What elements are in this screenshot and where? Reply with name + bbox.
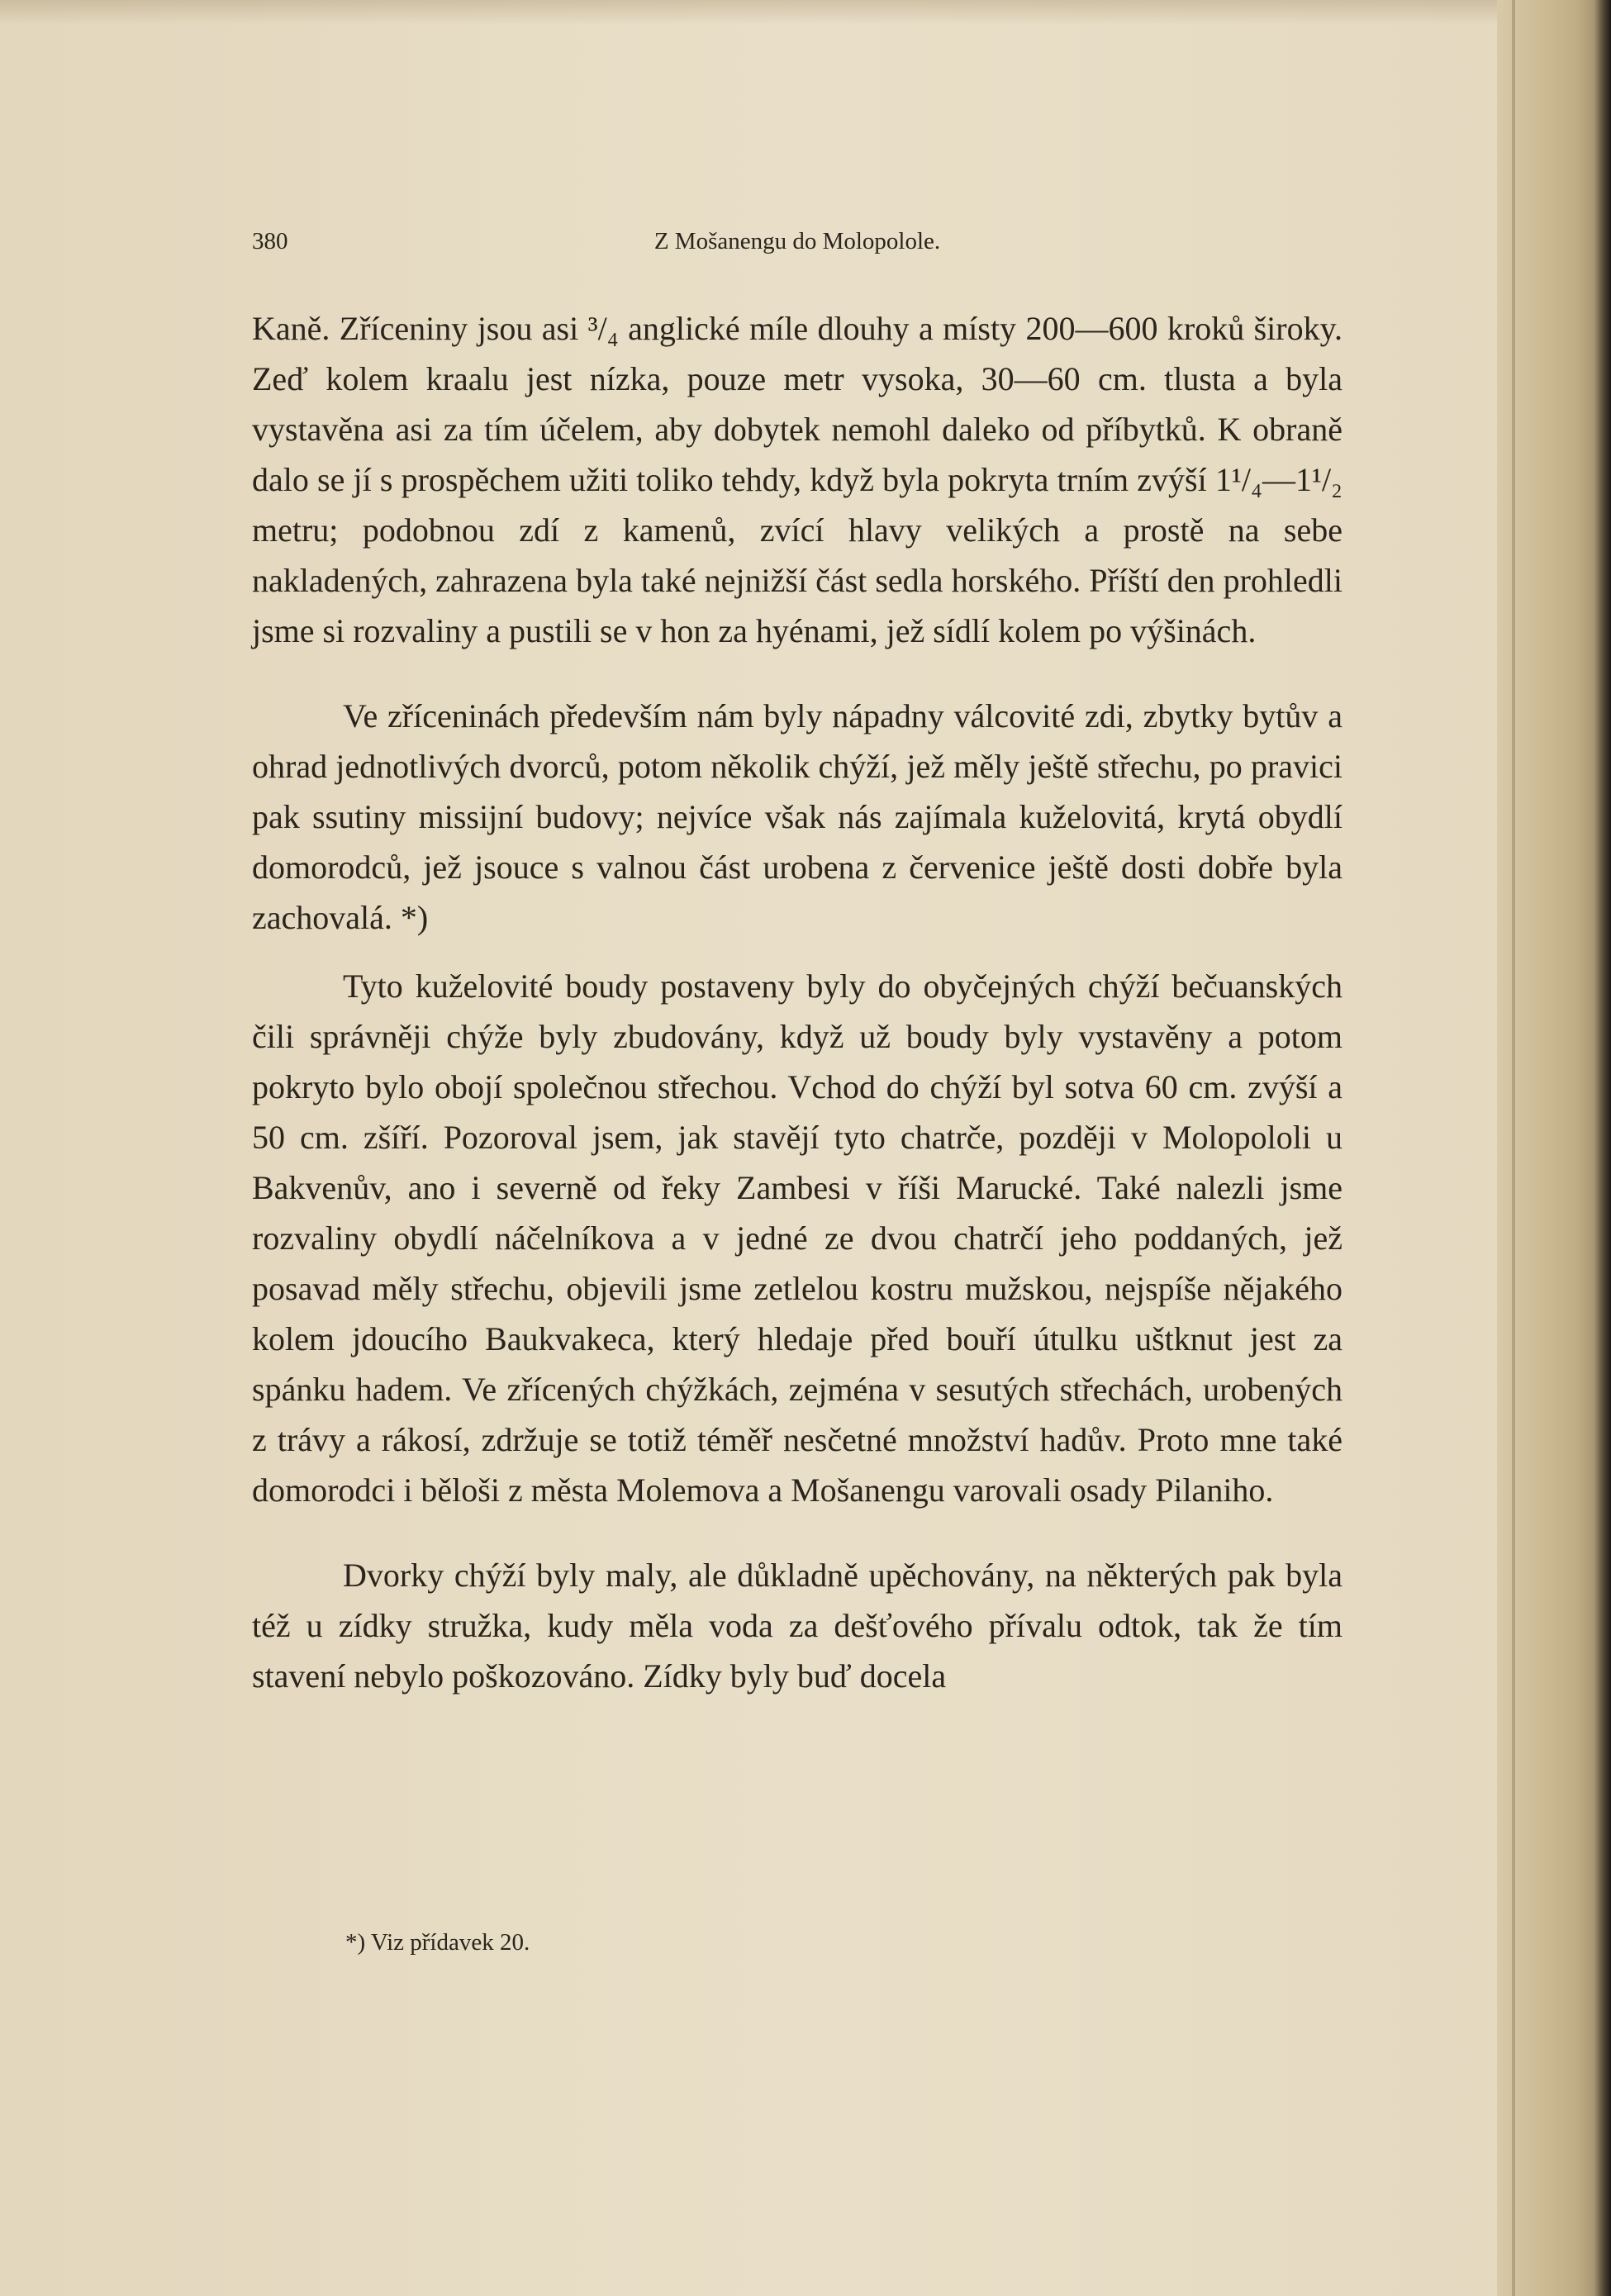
body-text <box>252 303 1342 1701</box>
footnote: *) Viz přídavek 20. <box>345 1929 530 1956</box>
page-top-shade <box>0 0 1611 25</box>
paragraph-4: Dvorky chýží byly maly, ale důkladně upěchovány, na některých pak byla též u zídky stružka, kudy měla voda za dešťového přívalu odtok, tak že tím stavení nebylo poškozováno. Zídky byly buď docela <box>252 1557 1342 1695</box>
paragraph-2: Ve zříceninách především nám byly nápadny válcovité zdi, zbytky bytův a ohrad jednotlivých dvorců, potom několik chýží, jež měly ještě střechu, po pravici pak ssutiny missijní budovy; nejvíce však nás zajímala kuželovitá, krytá obydlí domorodců, jež jsouce s valnou část urobena z červenice ještě dosti dobře byla zachovalá. *) <box>252 697 1342 936</box>
page-number: 380 <box>252 228 288 254</box>
book-binding-edge <box>1497 0 1611 2296</box>
paragraph-1: Kaně. Zříceniny jsou asi ³/₄ anglické míle dlouhy a místy 200—600 kroků široky. Zeď kolem kraalu jest nízka, pouze metr vysoka, 30—60 cm. tlusta a byla vystavěna asi za tím účelem, aby dobytek nemohl daleko od příbytků. K obraně dalo se jí s prospěchem užiti toliko tehdy, když byla pokryta trním zvýší 1¹/₄—1¹/₂ metru; podobnou zdí z kamenů, zvící hlavy velikých a prostě na sebe nakladených, zahrazena byla také nejnižší část sedla horského. Příští den prohledli jsme si rozvaliny a pustili se v hon za hyénami, jež sídlí kolem po výšinách. <box>252 310 1342 649</box>
page-header <box>252 228 1342 261</box>
running-title: Z Mošanengu do Molopolole. <box>653 228 941 254</box>
paragraph-3: Tyto kuželovité boudy postaveny byly do obyčejných chýží bečuanských čili správněji chýže byly zbudovány, když už boudy byly vystavěny a potom pokryto bylo obojí společnou střechou. Vchod do chýží byl sotva 60 cm. zvýší a 50 cm. zšíří. Pozoroval jsem, jak stavějí tyto chatrče, později v Molopololi u Bakvenův, ano i severně od řeky Zambesi v říši Marucké. Také nalezli jsme rozvaliny obydlí náčelníkova a v jedné ze dvou chatrčí jeho poddaných, jež posavad měly střechu, objevili jsme zetlelou kostru mužskou, nejspíše nějakého kolem jdoucího Baukvakeca, který hledaje před bouří útulku uštknut jest za spánku hadem. Ve zřícených chýžkách, zejména v sesutých střechách, urobených z trávy a rákosí, zdržuje se totiž téměř nesčetné množství hadův. Proto mne také domorodci i běloši z města Molemova a Mošanengu varovali osady Pilaniho. <box>252 967 1342 1509</box>
